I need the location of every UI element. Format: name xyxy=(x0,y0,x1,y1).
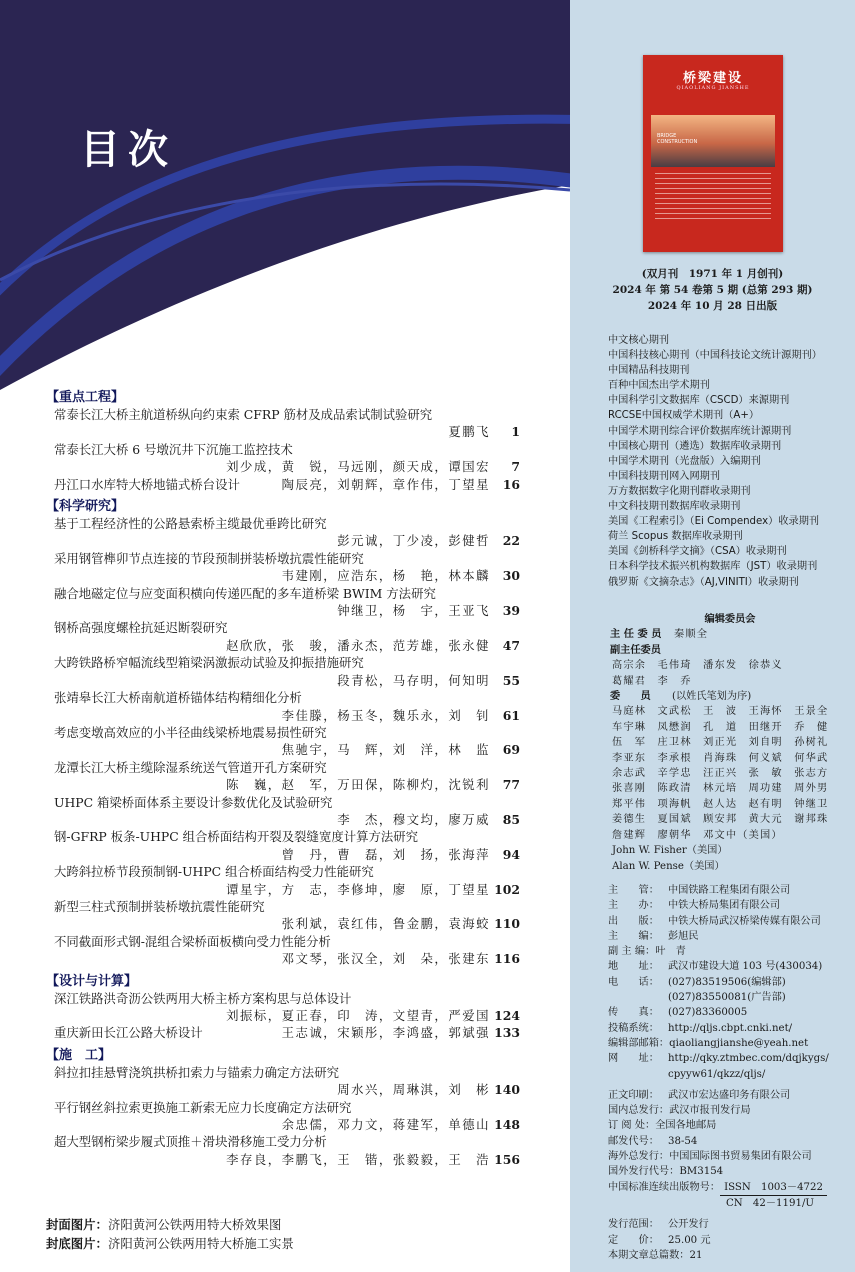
article-authors: 谭星宇，方 志，李修坤，廖 原，丁望星 xyxy=(226,881,490,897)
article-title[interactable]: 融合地磁定位与应变面积横向传递匹配的多车道桥梁 BWIM 方法研究 xyxy=(54,585,436,601)
publication-label: 主 办： xyxy=(608,900,659,912)
publication-label: 主 编： xyxy=(608,930,659,942)
toc-entry[interactable] xyxy=(46,550,520,585)
author-row xyxy=(46,811,520,828)
director-name: 秦顺全 xyxy=(674,629,709,641)
page-number: 110 xyxy=(494,916,520,932)
publication-value: 25.00 元 xyxy=(668,1234,711,1246)
index-entry: 万方数据数字化期刊群收录期刊 xyxy=(608,485,751,497)
cn-row xyxy=(608,1196,853,1211)
page-number: 124 xyxy=(494,1008,520,1023)
publication-row xyxy=(608,1036,853,1051)
cover-image-text: 济阳黄河公铁两用特大桥效果图 xyxy=(107,1217,282,1232)
article-authors: 张利斌，袁红伟，鲁金鹏，袁海蛟 xyxy=(281,916,490,932)
article-authors: 周水兴，周琳淇，刘 彬 xyxy=(337,1082,490,1098)
publication-value: 叶 青 xyxy=(655,946,686,958)
cover-image-label: 封面图片： xyxy=(46,1217,108,1232)
author-row xyxy=(46,776,520,793)
article-authors: 曾 丹，曹 磊，刘 扬，张海萍 xyxy=(281,846,490,862)
page-number: 30 xyxy=(502,568,520,584)
publication-label: 出 版： xyxy=(608,915,659,927)
publication-row xyxy=(608,1021,853,1036)
toc-entry[interactable] xyxy=(46,863,520,898)
article-title[interactable]: 斜拉扣挂悬臂浇筑拱桥扣索力与锚索力确定方法研究 xyxy=(54,1064,339,1080)
index-entry: 美国《工程索引》（Ei Compendex）收录期刊 xyxy=(608,516,820,528)
foreign-member-2: Alan W. Pense（美国） xyxy=(612,860,725,872)
article-authors: 李佳滕，杨玉冬，魏乐永，刘 钊 xyxy=(281,707,490,723)
index-entry: 中国精品科技期刊 xyxy=(608,365,690,377)
board-title: 编辑委员会 xyxy=(704,614,756,625)
publication-info xyxy=(608,883,853,1263)
page-number: 61 xyxy=(502,707,520,723)
author-row xyxy=(46,1116,520,1133)
toc-entry[interactable] xyxy=(46,828,520,863)
toc-entry[interactable] xyxy=(46,654,520,689)
publication-label: 订 阅 处： xyxy=(608,1120,656,1132)
page-number: 39 xyxy=(502,603,520,619)
article-title[interactable]: 重庆新田长江公路大桥设计 xyxy=(54,1025,203,1041)
issue-frequency: (双月刊 1971 年 1 月创刊) xyxy=(641,268,784,280)
index-entry: 荷兰 Scopus 数据库收录期刊 xyxy=(608,531,743,543)
toc-entry[interactable] xyxy=(46,619,520,654)
member-row: 李亚东 李承根 肖海珠 何义斌 何华武 xyxy=(612,752,829,764)
index-entry: 中国科技期刊网入网期刊 xyxy=(608,470,721,482)
director-label: 主 任 委 员 xyxy=(610,629,662,641)
index-entry: 中国核心期刊（遴选）数据库收录期刊 xyxy=(608,440,782,452)
page-number: 77 xyxy=(502,777,520,793)
publication-value: 全国各地邮局 xyxy=(655,1120,717,1132)
index-entry: RCCSE中国权威学术期刊（A+） xyxy=(608,410,760,422)
page-number: 16 xyxy=(502,476,520,492)
index-entry: 中国学术期刊（光盘版）入编期刊 xyxy=(608,455,761,467)
page-number: 47 xyxy=(502,637,520,653)
publication-value: qiaoliangjianshe@yeah.net xyxy=(669,1037,809,1049)
member-row: 余志武 辛学忠 汪正兴 张 敏 张志方 xyxy=(612,768,829,780)
article-authors: 陶辰亮，刘朝辉，章作伟，丁望星 xyxy=(281,476,490,492)
author-row xyxy=(46,637,520,654)
issue-volume: 2024 年 第 54 卷第 5 期 (总第 293 期) xyxy=(612,284,813,296)
publication-value: BM3154 xyxy=(679,1166,724,1178)
page-number: 116 xyxy=(494,951,520,967)
article-title[interactable]: 张靖皋长江大桥南航道桥锚体结构精细化分析 xyxy=(54,690,302,706)
page-number: 55 xyxy=(502,672,520,688)
article-authors: 余忠儒，邓力文，蒋建军，单德山 xyxy=(281,1117,490,1133)
page-number: 148 xyxy=(494,1117,520,1133)
article-authors: 彭元诚，丁少凌，彭健哲 xyxy=(337,533,490,549)
page-number: 1 xyxy=(511,424,520,440)
publication-label: 主 管： xyxy=(608,885,659,896)
cn-value: CN 42－1191/U xyxy=(726,1197,814,1209)
publication-row xyxy=(608,1088,853,1103)
author-row xyxy=(46,846,520,863)
publication-value: 武汉市建设大道 103 号(430034) xyxy=(668,961,823,973)
publication-value: 彭旭民 xyxy=(668,930,699,942)
publication-label: 国内总发行： xyxy=(608,1105,670,1117)
article-authors: 焦驰宇，马 辉，刘 洋，林 监 xyxy=(281,742,490,758)
author-row xyxy=(46,950,520,967)
toc-entry[interactable] xyxy=(46,898,520,933)
toc-entry[interactable] xyxy=(46,515,520,550)
article-title[interactable]: 深江铁路洪奇沥公铁两用大桥主桥方案构思与总体设计 xyxy=(54,990,352,1006)
article-authors: 刘少成，黄 锐，马远刚，颜天成，谭国宏 xyxy=(226,459,490,475)
publication-row xyxy=(608,1248,853,1263)
publication-value: (027)83519506(编辑部) xyxy=(668,976,786,988)
publication-row xyxy=(608,1051,853,1066)
publication-row xyxy=(608,975,853,990)
publication-row xyxy=(608,1164,853,1179)
author-row xyxy=(46,707,520,724)
article-authors: 陈 巍，赵 军，万田保，陈柳灼，沈锐利 xyxy=(226,777,490,793)
deputy-names-1: 高宗余 毛伟琦 潘东发 徐恭义 xyxy=(612,660,783,672)
publication-value: 中铁大桥局集团有限公司 xyxy=(668,900,781,912)
member-row: 郑平伟 项海帆 赵人达 赵有明 钟继卫 xyxy=(612,798,829,810)
author-row xyxy=(46,915,520,932)
publication-row xyxy=(608,944,853,959)
article-title[interactable]: 不同截面形式钢-混组合梁桥面板横向受力性能分析 xyxy=(54,933,331,949)
member-list xyxy=(610,704,850,843)
publication-row xyxy=(608,1067,853,1082)
article-title[interactable]: 采用钢管榫卯节点连接的节段预制拼装桥墩抗震性能研究 xyxy=(54,550,364,566)
toc-entry[interactable] xyxy=(46,724,520,759)
publication-row xyxy=(608,990,853,1005)
article-title[interactable]: 龙潭长江大桥主缆除湿系统送气管道开孔方案研究 xyxy=(54,759,327,775)
toc-entry-row xyxy=(46,476,520,493)
publication-row xyxy=(608,1118,853,1133)
author-row xyxy=(46,881,520,898)
issn-label: 中国标准连续出版物号： xyxy=(608,1181,721,1193)
article-authors: 韦建刚，应浩东，杨 艳，林本麟 xyxy=(281,568,490,584)
page-number: 102 xyxy=(494,881,520,897)
index-entry: 中国学术期刊综合评价数据库统计源期刊 xyxy=(608,425,792,437)
publication-row xyxy=(608,1103,853,1118)
section-heading: 【重点工程】 xyxy=(46,390,125,405)
publication-label: 海外总发行： xyxy=(608,1151,670,1163)
publication-value: 中铁大桥局武汉桥梁传媒有限公司 xyxy=(668,915,821,927)
page-number: 85 xyxy=(502,811,520,827)
deputy-label: 副主任委员 xyxy=(610,644,661,656)
article-authors: 李存良，李鹏飞，王 锴，张毅毅，王 浩 xyxy=(226,1151,490,1167)
page-number: 69 xyxy=(502,742,520,758)
article-authors: 王志诚，宋颖彤，李鸿盛，郭斌强 xyxy=(281,1025,490,1041)
publication-value: 武汉市宏达盛印务有限公司 xyxy=(668,1089,791,1101)
section-heading: 【科学研究】 xyxy=(46,499,125,515)
publication-row xyxy=(608,883,853,898)
publication-label xyxy=(608,990,668,1005)
publication-value: (027)83360005 xyxy=(668,1007,748,1019)
article-title[interactable]: 钢桥高强度螺栓抗延迟断裂研究 xyxy=(54,620,228,636)
page-title: 目次 xyxy=(80,127,176,173)
back-image-text: 济阳黄河公铁两用特大桥施工实景 xyxy=(107,1236,294,1251)
editorial-board xyxy=(610,612,850,874)
article-title[interactable]: 大跨铁路桥窄幅流线型箱梁涡激振动试验及抑振措施研究 xyxy=(54,655,364,671)
article-title[interactable]: 常泰长江大桥 6 号墩沉井下沉施工监控技术 xyxy=(54,441,293,457)
issn-value: ISSN 1003－4722 xyxy=(720,1180,827,1196)
article-authors: 刘振标，夏正春，印 涛，文望青，严爱国 xyxy=(226,1008,490,1023)
deputy-names-2: 葛耀君 李 乔 xyxy=(612,675,692,687)
toc-entry[interactable] xyxy=(46,933,520,968)
foreign-member-1: John W. Fisher（美国） xyxy=(612,845,728,857)
publication-value: 中国国际图书贸易集团有限公司 xyxy=(669,1151,812,1163)
author-row xyxy=(46,1081,520,1098)
index-entry: 中文科技期刊数据库收录期刊 xyxy=(608,501,741,513)
publication-label: 国外发行代号： xyxy=(608,1166,680,1178)
publication-value: (027)83550081(广告部) xyxy=(668,992,786,1004)
page-number: 156 xyxy=(494,1151,520,1167)
publisher-details xyxy=(608,883,853,1082)
toc-entry[interactable] xyxy=(46,759,520,794)
author-row xyxy=(46,458,520,475)
author-row xyxy=(46,602,520,619)
article-title[interactable]: UHPC 箱梁桥面体系主要设计参数优化及试验研究 xyxy=(54,794,333,810)
publication-row xyxy=(608,1149,853,1164)
author-row xyxy=(46,532,520,549)
page-number: 94 xyxy=(502,846,520,862)
publication-label: 副 主 编： xyxy=(608,946,656,958)
index-entry: 俄罗斯《文摘杂志》（AJ,VINITI）收录期刊 xyxy=(608,576,799,588)
cover-english-label: BRIDGE CONSTRUCTION xyxy=(657,133,698,145)
article-title[interactable]: 基于工程经济性的公路悬索桥主缆最优垂跨比研究 xyxy=(54,516,327,532)
image-credits xyxy=(46,1215,294,1253)
page-number: 22 xyxy=(502,533,520,549)
publication-label xyxy=(608,1067,668,1082)
publication-value: 21 xyxy=(689,1249,703,1261)
member-row: 马庭林 文武松 王 波 王海怀 王景全 xyxy=(612,706,829,718)
toc-entry[interactable] xyxy=(46,1133,520,1168)
index-list xyxy=(608,333,822,590)
distribution-details xyxy=(608,1088,853,1180)
toc-entry-row xyxy=(46,1024,520,1041)
publication-label: 编辑部邮箱： xyxy=(608,1037,670,1049)
cover-journal-pinyin: QIAOLIANG JIANSHE xyxy=(676,85,750,91)
author-row xyxy=(46,741,520,758)
publication-label: 定 价： xyxy=(608,1234,659,1246)
article-authors: 钟继卫，杨 宇，王亚飞 xyxy=(337,603,490,619)
cover-journal-title: 桥梁建设 xyxy=(682,71,743,86)
toc-entry[interactable] xyxy=(46,476,520,493)
section-heading: 【施 工】 xyxy=(46,1047,112,1063)
page-number: 7 xyxy=(511,459,520,475)
cover-text-block xyxy=(655,173,771,223)
publication-label: 网 址： xyxy=(608,1053,659,1065)
article-authors: 李 杰，穆文均，廖万威 xyxy=(337,811,490,827)
toc-entry[interactable] xyxy=(46,1064,520,1099)
toc-entry[interactable] xyxy=(46,1024,520,1041)
publication-row xyxy=(608,914,853,929)
author-row xyxy=(46,423,520,440)
price-details xyxy=(608,1217,853,1263)
publication-label: 发行范围： xyxy=(608,1219,659,1231)
article-title[interactable]: 钢-GFRP 板条-UHPC 组合桥面结构开裂及裂缝宽度计算方法研究 xyxy=(54,829,419,845)
author-row xyxy=(46,1151,520,1168)
toc-entry[interactable] xyxy=(46,1099,520,1134)
publication-value: cpyyw61/qkzz/qljs/ xyxy=(668,1068,766,1080)
index-entry: 美国《剑桥科学文摘》（CSA）收录期刊 xyxy=(608,546,787,558)
publication-value: 公开发行 xyxy=(668,1219,709,1231)
toc-entry[interactable] xyxy=(46,406,520,441)
toc-entry[interactable] xyxy=(46,441,520,476)
publication-row xyxy=(608,959,853,974)
publication-value: 中国铁路工程集团有限公司 xyxy=(668,885,791,896)
author-row xyxy=(46,567,520,584)
page-number: 133 xyxy=(494,1025,520,1041)
members-note: (以姓氏笔划为序) xyxy=(672,691,752,703)
toc-entry[interactable] xyxy=(46,794,520,829)
publication-row xyxy=(608,1134,853,1149)
publication-row xyxy=(608,929,853,944)
publication-row xyxy=(608,1005,853,1020)
member-row: 姜德生 夏国斌 顾安邦 黄大元 谢邦珠 xyxy=(612,814,829,826)
publication-label: 传 真： xyxy=(608,1007,659,1019)
article-title[interactable]: 考虑变墩高效应的小半径曲线梁桥地震易损性研究 xyxy=(54,724,327,740)
publication-label: 正文印刷： xyxy=(608,1089,659,1101)
toc-entry[interactable] xyxy=(46,689,520,724)
back-image-label: 封底图片： xyxy=(46,1236,108,1251)
publication-value: 武汉市报刊发行局 xyxy=(669,1105,751,1117)
publication-row xyxy=(608,1233,853,1248)
article-title[interactable]: 超大型钢桁梁步履式顶推＋滑块滑移施工受力分析 xyxy=(54,1134,327,1150)
journal-info-panel xyxy=(570,0,855,1272)
article-authors: 赵欣欣，张 骏，潘永杰，范芳雄，张永健 xyxy=(226,637,490,653)
index-entry: 中文核心期刊 xyxy=(608,335,670,346)
page-number: 140 xyxy=(494,1082,520,1098)
member-row: 伍 军 庄卫林 刘正光 刘自明 孙树礼 xyxy=(612,737,829,749)
publication-label: 投稿系统： xyxy=(608,1022,659,1034)
article-title[interactable]: 丹江口水库特大桥地锚式桥台设计 xyxy=(54,476,240,492)
index-entry: 中国科技核心期刊（中国科技论文统计源期刊） xyxy=(608,350,822,362)
members-label: 委 员 xyxy=(610,691,651,703)
publication-row xyxy=(608,898,853,913)
issn-row xyxy=(608,1180,853,1196)
table-of-contents xyxy=(46,384,520,1168)
article-authors: 夏鹏飞 xyxy=(448,424,490,440)
author-row xyxy=(46,1007,520,1024)
article-title[interactable]: 常泰长江大桥主航道桥纵向约束索 CFRP 筋材及成品索试制试验研究 xyxy=(54,407,433,422)
publication-value: http://qljs.cbpt.cnki.net/ xyxy=(668,1022,793,1034)
journal-cover-image xyxy=(643,55,783,252)
index-entry: 中国科学引文数据库（CSCD）来源期刊 xyxy=(608,395,790,407)
article-authors: 段青松，马存明，何知明 xyxy=(337,672,490,688)
toc-entry[interactable] xyxy=(46,585,520,620)
article-authors: 邓文琴，张汉全，刘 朵，张建东 xyxy=(281,951,490,967)
article-title[interactable]: 大跨斜拉桥节段预制钢-UHPC 组合桥面结构受力性能研究 xyxy=(54,864,374,880)
hero-banner xyxy=(0,0,570,400)
publication-row xyxy=(608,1217,853,1232)
section-heading: 【设计与计算】 xyxy=(46,973,138,989)
toc-entry[interactable] xyxy=(46,990,520,1025)
member-row: 詹建辉 廖朝华 邓文中（美国） xyxy=(612,829,783,841)
publication-value: 38-54 xyxy=(668,1135,698,1147)
index-entry: 日本科学技术振兴机构数据库（JST）收录期刊 xyxy=(608,561,818,573)
issue-date: 2024 年 10 月 28 日出版 xyxy=(647,300,778,312)
author-row xyxy=(46,672,520,689)
publication-label: 电 话： xyxy=(608,976,659,988)
publication-label: 本期文章总篇数： xyxy=(608,1249,690,1261)
member-row: 车宇琳 凤懋润 孔 道 田继开 乔 健 xyxy=(612,721,829,733)
member-row: 张喜刚 陈政清 林元培 周功建 周外男 xyxy=(612,783,829,795)
publication-label: 邮发代号： xyxy=(608,1135,659,1147)
index-entry: 百种中国杰出学术期刊 xyxy=(608,380,710,392)
article-title[interactable]: 平行钢丝斜拉索更换施工新索无应力长度确定方法研究 xyxy=(54,1099,352,1115)
publication-label: 地 址： xyxy=(608,961,659,973)
article-title[interactable]: 新型三柱式预制拼装桥墩抗震性能研究 xyxy=(54,898,265,914)
publication-value: http://qky.ztmbec.com/dqjkygs/ xyxy=(668,1053,829,1065)
